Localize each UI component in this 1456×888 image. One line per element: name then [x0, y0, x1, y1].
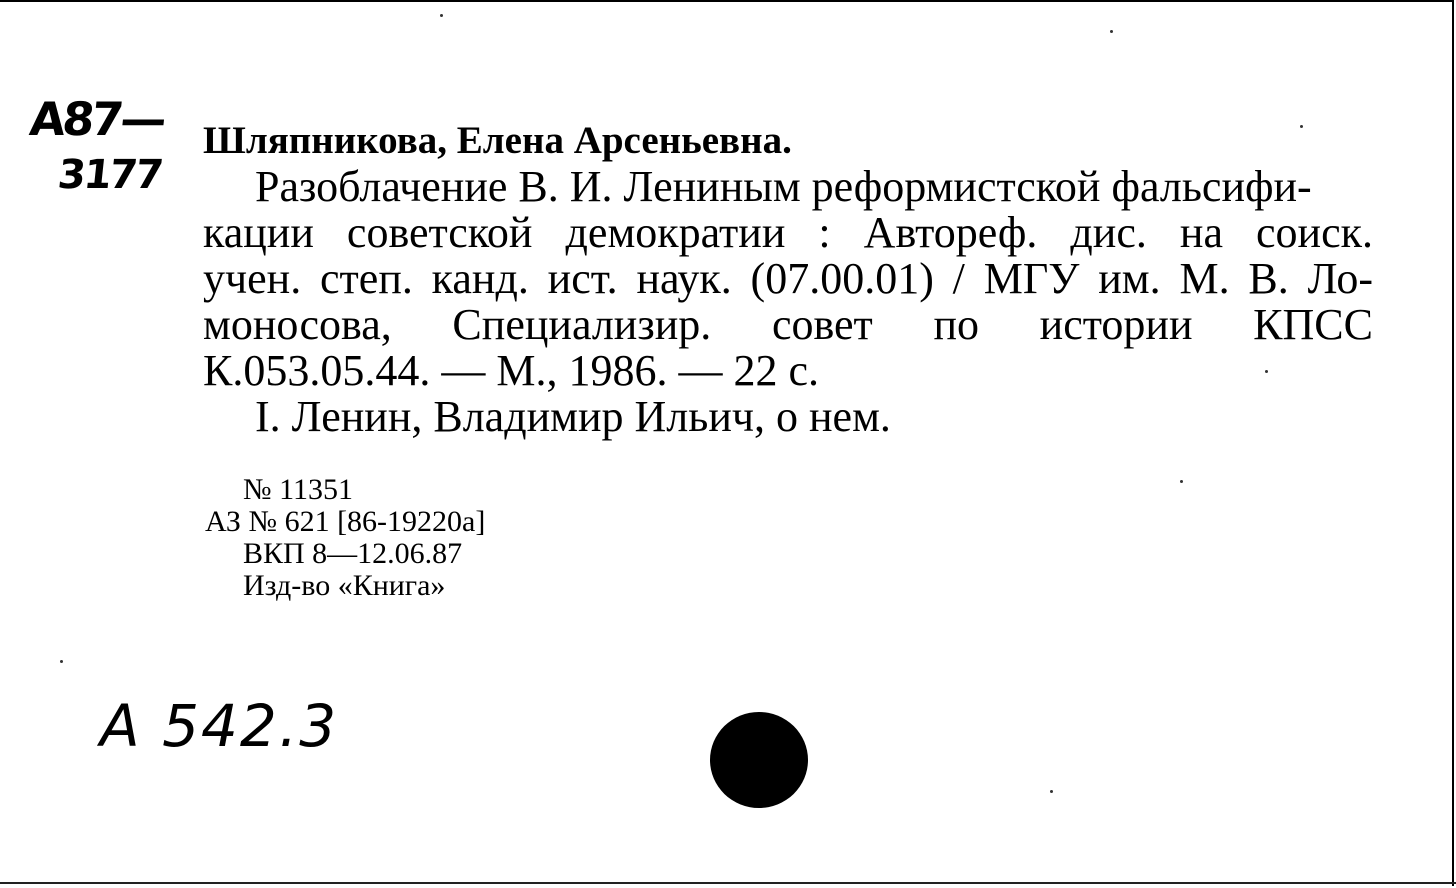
- speck: [60, 660, 63, 663]
- speck: [440, 14, 443, 17]
- call-number-line1: А87—: [27, 92, 167, 146]
- title-line-1: Разоблачение В. И. Лениным реформистской фальсифи-: [255, 162, 1312, 211]
- call-number-line2: 3177: [55, 152, 164, 198]
- speck: [1110, 30, 1113, 33]
- subject-heading: I. Ленин, Владимир Ильич, о нем.: [255, 392, 891, 441]
- card-bottom-edge: [0, 882, 1456, 884]
- punch-hole: [710, 712, 808, 808]
- vkp-line: ВКП 8—12.06.87: [243, 537, 463, 570]
- publisher-line: Изд-во «Книга»: [243, 569, 446, 602]
- imprint-block: [205, 474, 485, 602]
- speck: [1265, 370, 1268, 373]
- shelf-mark: А 542.3: [100, 692, 339, 760]
- title-line-5: К.053.05.44. — М., 1986. — 22 с.: [203, 346, 819, 395]
- author-heading: Шляпникова, Елена Арсеньевна.: [203, 119, 792, 162]
- speck: [1300, 125, 1303, 128]
- title-line-3: учен. степ. канд. ист. наук. (07.00.01) / МГУ им. М. В. Ло-: [203, 254, 1373, 303]
- title-line-2: кации советской демократии : Автореф. дис. на соиск.: [203, 208, 1373, 257]
- speck: [1180, 480, 1183, 483]
- title-line-4: моносова, Специализир. совет по истории КПСС: [203, 300, 1373, 349]
- az-number: АЗ № 621 [86-19220а]: [205, 505, 486, 538]
- speck: [1050, 790, 1053, 793]
- bibliographic-entry: [203, 118, 1373, 440]
- card-number: № 11351: [243, 473, 354, 506]
